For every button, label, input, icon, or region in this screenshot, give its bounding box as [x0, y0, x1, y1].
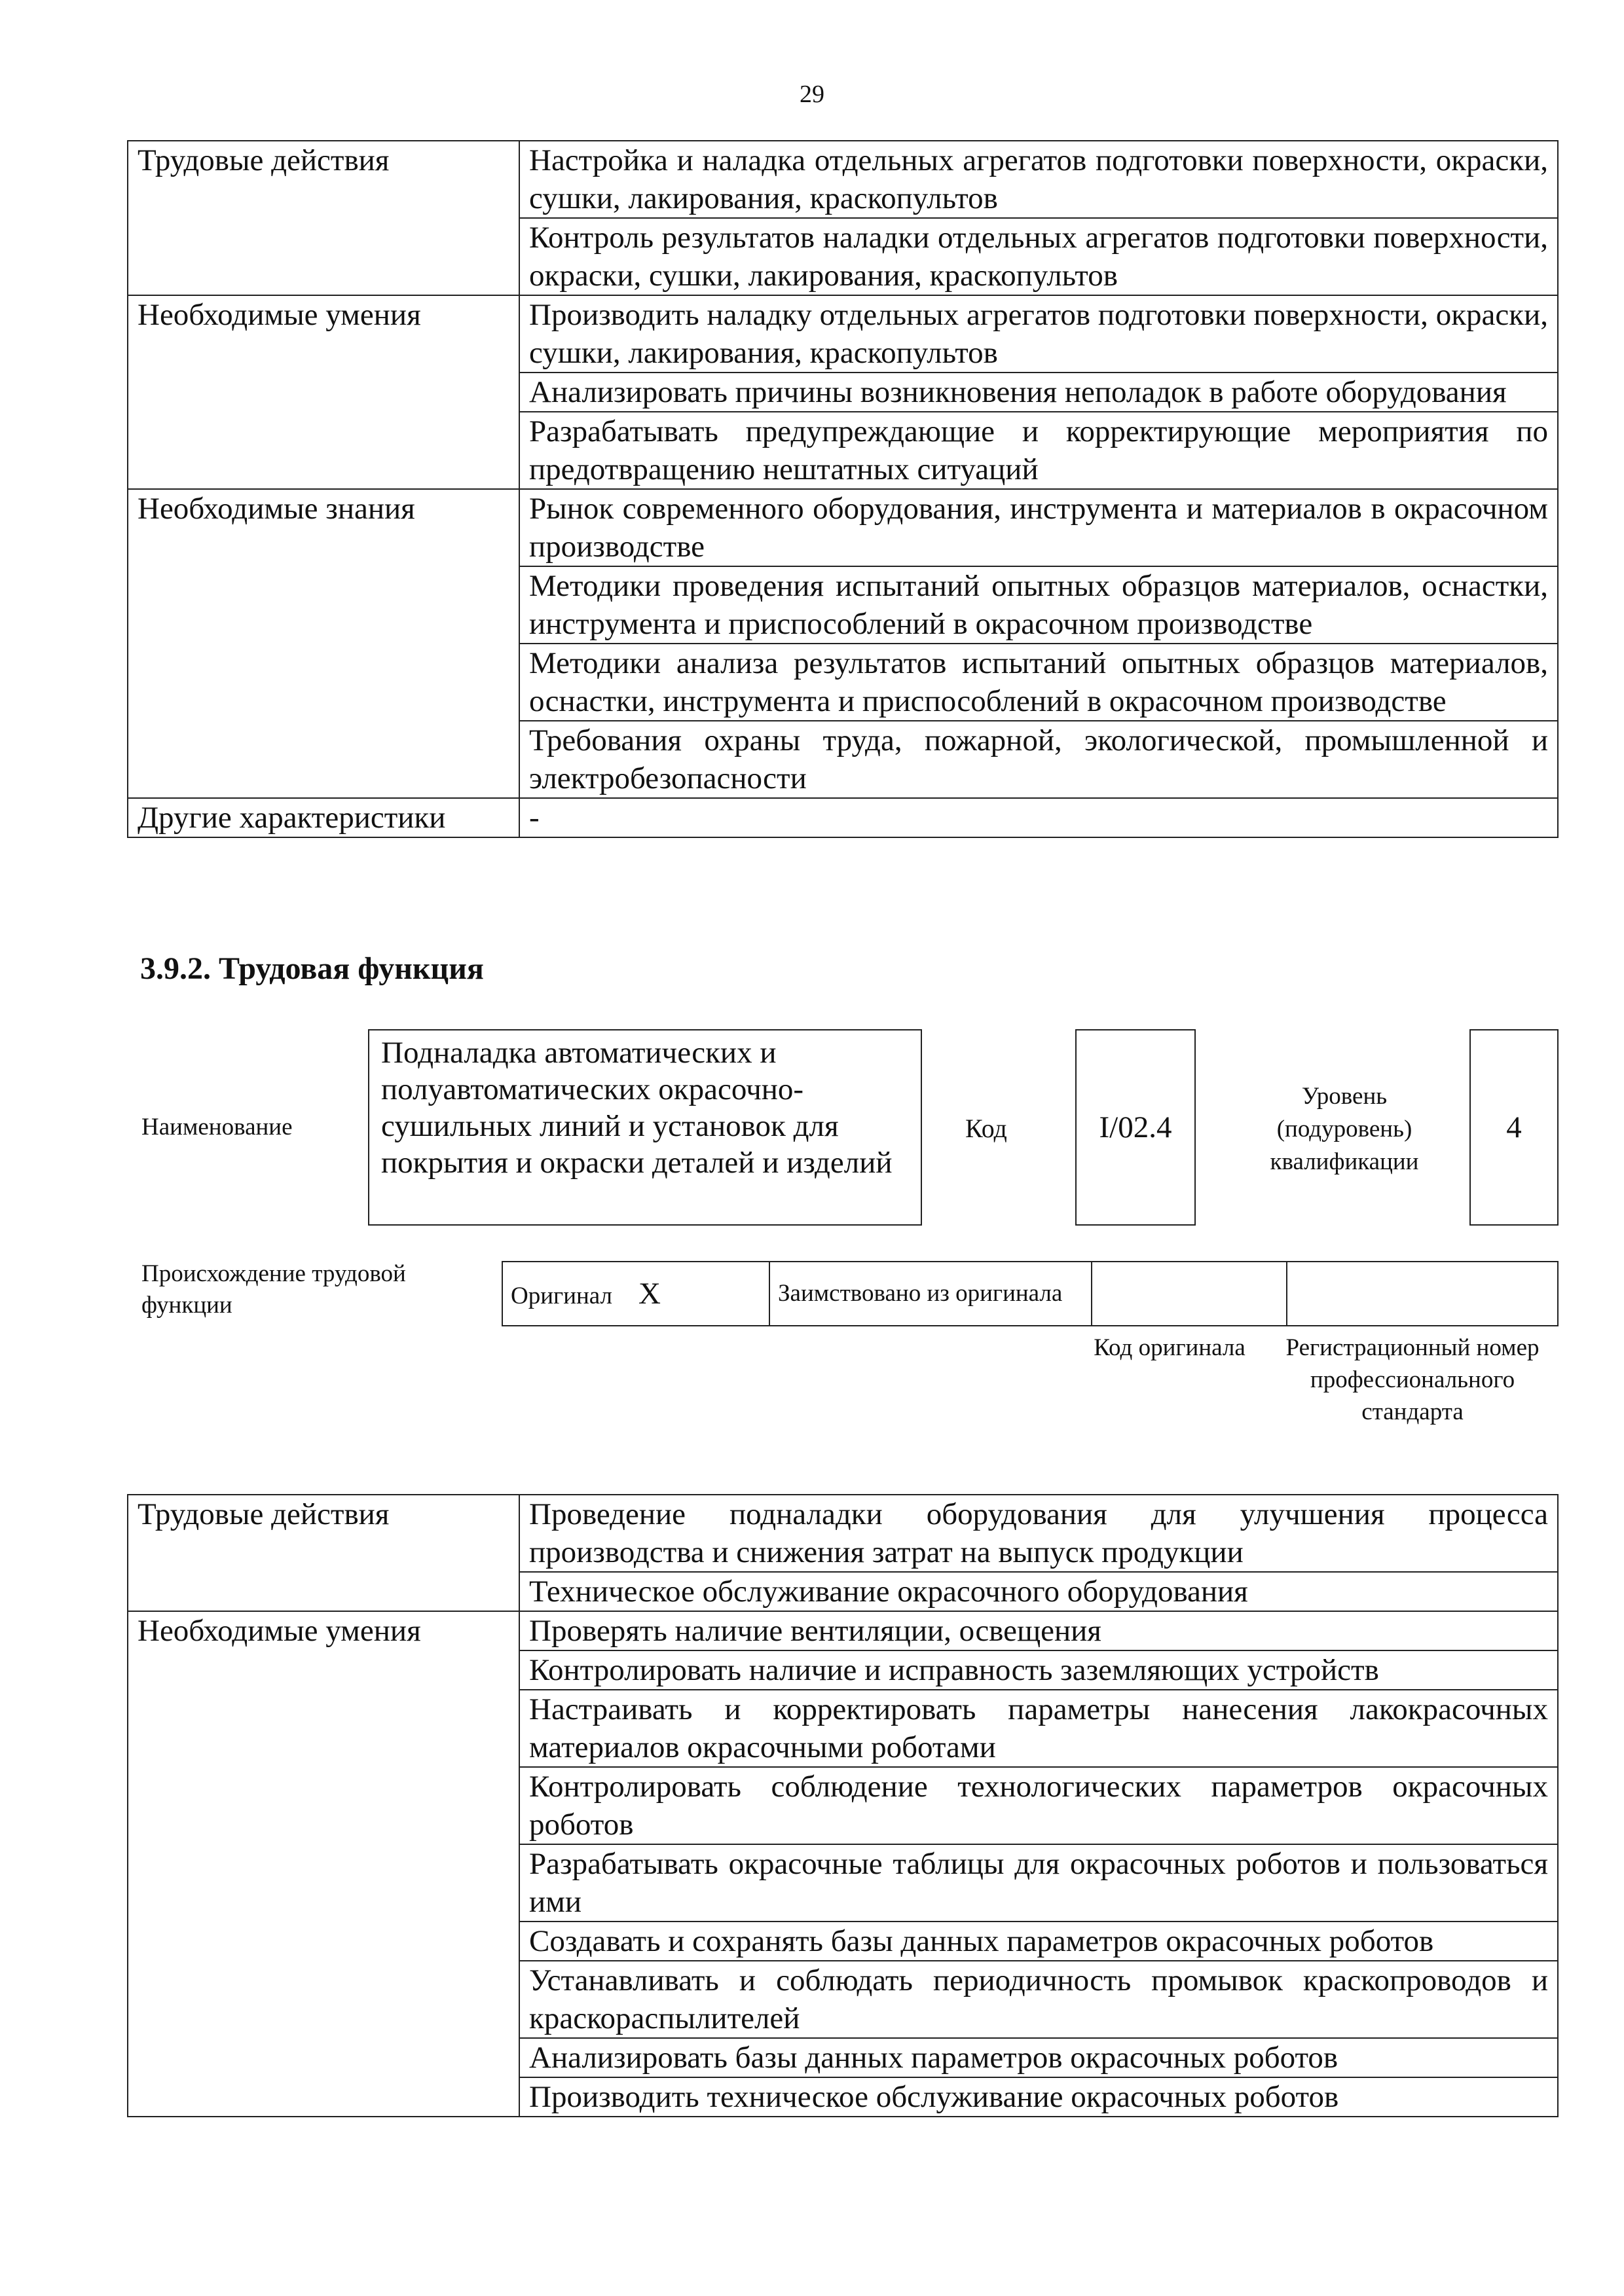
original-code-cell	[1092, 1262, 1287, 1326]
table-row	[128, 141, 1558, 218]
category-cell: Трудовые действия	[128, 141, 519, 295]
item-cell: Устанавливать и соблюдать периодичность промывок краскопроводов и краскораспылителей	[519, 1961, 1558, 2038]
item-cell: Требования охраны труда, пожарной, экологической, промышленной и электробезопасности	[519, 721, 1558, 798]
registration-number-caption: Регистрационный номер профессионального стандарта	[1285, 1334, 1540, 1425]
item-cell: Производить техническое обслуживание окрасочных роботов	[519, 2077, 1558, 2117]
table-row	[128, 1611, 1558, 1650]
item-cell: Техническое обслуживание окрасочного оборудования	[519, 1572, 1558, 1611]
item-cell: Производить наладку отдельных агрегатов подготовки поверхности, окраски, сушки, лакирования, краскопультов	[519, 295, 1558, 373]
item-cell: Методики проведения испытаний опытных образцов материалов, оснастки, инструмента и приспособлений в окрасочном производстве	[519, 566, 1558, 644]
item-cell: Методики анализа результатов испытаний опытных образцов материалов, оснастки, инструмента и приспособлений в окрасочном производстве	[519, 644, 1558, 721]
item-cell: Проверять наличие вентиляции, освещения	[519, 1611, 1558, 1650]
origin-label: Происхождение трудовой функции	[141, 1260, 406, 1319]
category-cell: Необходимые умения	[128, 1611, 519, 2117]
code-label: Код	[965, 1114, 1007, 1143]
requirements-table-1	[127, 140, 1559, 838]
original-mark: X	[638, 1277, 661, 1311]
function-code-box: I/02.4	[1075, 1029, 1196, 1226]
borrowed-cell: Заимствовано из оригинала	[769, 1262, 1092, 1326]
original-cell	[502, 1262, 769, 1326]
item-cell: Настройка и наладка отдельных агрегатов подготовки поверхности, окраски, сушки, лакирования, краскопультов	[519, 141, 1558, 218]
category-cell: Необходимые умения	[128, 295, 519, 489]
category-cell: Другие характеристики	[128, 798, 519, 837]
table-row	[128, 798, 1558, 837]
item-cell: Анализировать причины возникновения неполадок в работе оборудования	[519, 373, 1558, 412]
registration-number-cell	[1287, 1262, 1558, 1326]
table-row	[128, 489, 1558, 566]
item-cell: Контролировать соблюдение технологических параметров окрасочных роботов	[519, 1767, 1558, 1844]
item-cell: Проведение подналадки оборудования для улучшения процесса производства и снижения затрат на выпуск продукции	[519, 1495, 1558, 1572]
item-cell: Разрабатывать окрасочные таблицы для окрасочных роботов и пользоваться ими	[519, 1844, 1558, 1922]
requirements-table-2	[127, 1494, 1559, 2117]
category-cell: Трудовые действия	[128, 1495, 519, 1611]
item-cell: Создавать и сохранять базы данных параметров окрасочных роботов	[519, 1922, 1558, 1961]
table-row	[502, 1262, 1558, 1326]
function-name-box: Подналадка автоматических и полуавтоматических окрасочно-сушильных линий и установок для покрытия и окраски деталей и изделий	[368, 1029, 922, 1226]
item-cell: -	[519, 798, 1558, 837]
item-cell: Настраивать и корректировать параметры нанесения лакокрасочных материалов окрасочными роботами	[519, 1690, 1558, 1767]
item-cell: Контроль результатов наладки отдельных агрегатов подготовки поверхности, окраски, сушки, лакирования, краскопультов	[519, 218, 1558, 295]
section-heading: 3.9.2. Трудовая функция	[140, 951, 484, 986]
origin-table	[502, 1261, 1559, 1326]
table-row	[128, 295, 1558, 373]
original-label: Оригинал	[511, 1283, 613, 1309]
original-code-caption: Код оригинала	[1094, 1334, 1246, 1361]
item-cell: Разрабатывать предупреждающие и корректирующие мероприятия по предотвращению нештатных ситуаций	[519, 412, 1558, 489]
name-label: Наименование	[141, 1114, 293, 1140]
table-row	[128, 1495, 1558, 1572]
category-cell: Необходимые знания	[128, 489, 519, 798]
item-cell: Контролировать наличие и исправность заземляющих устройств	[519, 1650, 1558, 1690]
level-label: Уровень (подуровень) квалификации	[1270, 1083, 1419, 1175]
item-cell: Анализировать базы данных параметров окрасочных роботов	[519, 2038, 1558, 2077]
item-cell: Рынок современного оборудования, инструмента и материалов в окрасочном производстве	[519, 489, 1558, 566]
page-number: 29	[800, 81, 824, 108]
level-value-box: 4	[1469, 1029, 1559, 1226]
